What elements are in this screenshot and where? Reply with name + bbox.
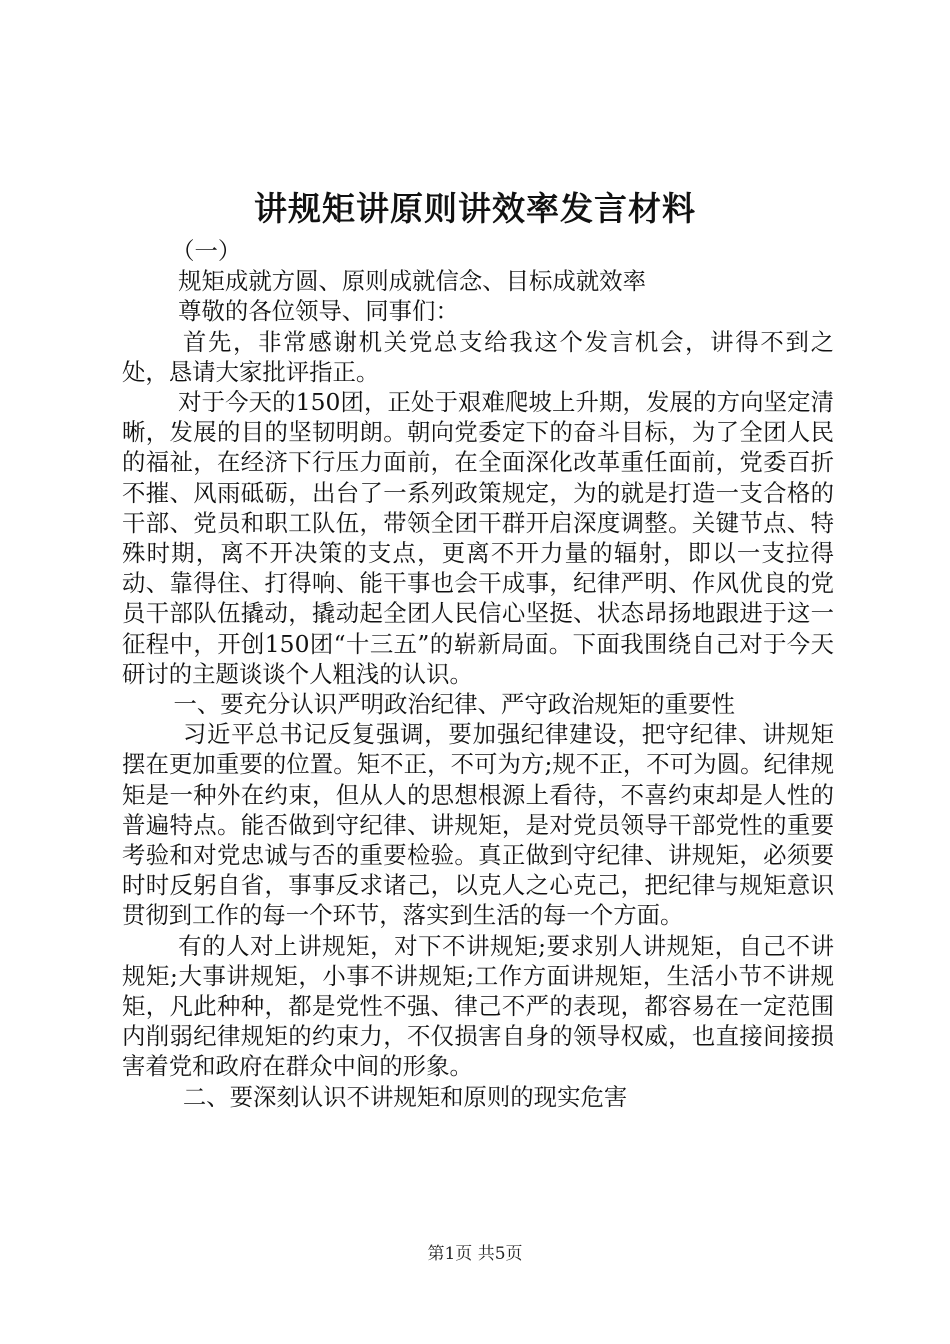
paragraph-discipline: 习近平总书记反复强调，要加强纪律建设，把守纪律、讲规矩摆在更加重要的位置。矩不正，不可为方;规不正，不可为圆。纪律规矩是一种外在约束，但从人的思想根源上看待，不喜约束却是人性的普遍特点。能否做到守纪律、讲规矩，是对党员领导干部党性的重要考验和对党忠诚与否的重要检验。真正做到守纪律、讲规矩，必须要时时反躬自省，事事反求诸己，以克人之心克己，把纪律与规矩意识贯彻到工作的每一个环节，落实到生活的每一个方面。 (122, 720, 834, 930)
section-heading-two: 二、要深刻认识不讲规矩和原则的现实危害 (182, 1082, 628, 1111)
paragraph-behaviors: 有的人对上讲规矩，对下不讲规矩;要求别人讲规矩，自己不讲规矩;大事讲规矩，小事不讲规矩;工作方面讲规矩，生活小节不讲规矩，凡此种种，都是党性不强、律己不严的表现，都容易在一定范围内削弱纪律规矩的约束力，不仅损害自身的领导权威，也直接间接损害着党和政府在群众中间的形象。 (122, 931, 834, 1081)
page-title: 讲规矩讲原则讲效率发言材料 (254, 189, 696, 228)
document-body (122, 236, 834, 1112)
section-number: （一） (171, 237, 242, 265)
salutation: 尊敬的各位领导、同事们： (178, 297, 459, 326)
section-heading-one: 一、要充分认识严明政治纪律、严守政治规矩的重要性 (173, 690, 735, 719)
page-number-footer: 第1页 共5页 (427, 1244, 523, 1264)
document-subtitle: 规矩成就方圆、原则成就信念、目标成就效率 (178, 267, 646, 296)
paragraph-opening: 首先，非常感谢机关党总支给我这个发言机会，讲得不到之处，恳请大家批评指正。 (122, 327, 834, 386)
paragraph-background: 对于今天的150团，正处于艰难爬坡上升期，发展的方向坚定清晰，发展的目的坚韧明朗。朝向党委定下的奋斗目标，为了全团人民的福祉，在经济下行压力面前，在全面深化改革重任面前，党委百折不摧、风雨砥砺，出台了一系列政策规定，为的就是打造一支合格的干部、党员和职工队伍，带领全团干群开启深度调整。关键节点、特殊时期，离不开决策的支点，更离不开力量的辐射，即以一支拉得动、靠得住、打得响、能干事也会干成事，纪律严明、作风优良的党员干部队伍撬动，撬动起全团人民信心坚挺、状态昂扬地跟进于这一征程中，开创150团“十三五”的崭新局面。下面我围绕自己对于今天研讨的主题谈谈个人粗浅的认识。 (122, 388, 834, 688)
